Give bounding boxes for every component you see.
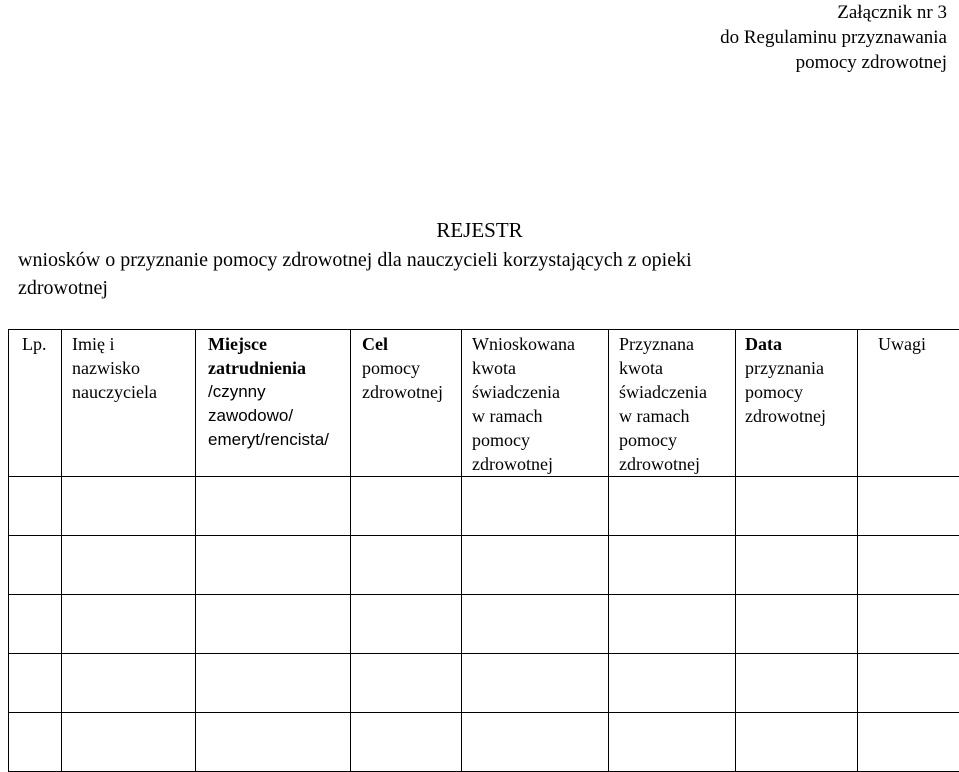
table-cell: [609, 713, 736, 772]
header-grant-date: [736, 330, 858, 477]
header-line: zdrowotnej: [619, 452, 735, 476]
table-cell: [62, 477, 196, 536]
table-cell: [62, 595, 196, 654]
table-cell: [462, 477, 609, 536]
table-cell: [736, 654, 858, 713]
table-cell: [351, 595, 462, 654]
table-cell: [462, 536, 609, 595]
header-line: nauczyciela: [72, 380, 195, 404]
table-cell: [351, 477, 462, 536]
table-cell: [609, 536, 736, 595]
table-cell: [9, 595, 62, 654]
table-row: [9, 654, 959, 713]
subtitle-line: zdrowotnej: [18, 277, 108, 299]
table-cell: [62, 654, 196, 713]
header-line: zdrowotnej: [472, 452, 608, 476]
table-row: [9, 595, 959, 654]
table-cell: [609, 477, 736, 536]
table-cell: [9, 713, 62, 772]
attachment-note: [720, 0, 947, 75]
header-line: Lp.: [22, 332, 61, 356]
table-row: [9, 536, 959, 595]
table-cell: [9, 654, 62, 713]
header-line: emeryt/rencista/: [208, 428, 350, 452]
table-cell: [736, 536, 858, 595]
table-cell: [858, 477, 959, 536]
attachment-line: pomocy zdrowotnej: [720, 50, 947, 75]
table-cell: [462, 713, 609, 772]
table-cell: [736, 595, 858, 654]
header-line: pomocy: [619, 428, 735, 452]
header-requested-amount: [462, 330, 609, 477]
table-cell: [858, 654, 959, 713]
header-line: Data: [745, 332, 857, 356]
header-line: pomocy: [362, 356, 461, 380]
subtitle-line: wniosków o przyznanie pomocy zdrowotnej dla nauczycieli korzystających z opieki: [18, 249, 692, 271]
table-cell: [351, 536, 462, 595]
header-line: Miejsce: [208, 332, 350, 356]
register-table: [8, 329, 959, 772]
table-cell: [196, 536, 351, 595]
table-cell: [196, 654, 351, 713]
header-line: zdrowotnej: [745, 404, 857, 428]
table-cell: [858, 713, 959, 772]
header-workplace: [196, 330, 351, 477]
table-cell: [9, 536, 62, 595]
table-cell: [736, 477, 858, 536]
attachment-line: Załącznik nr 3: [720, 0, 947, 25]
header-line: zatrudnienia: [208, 356, 350, 380]
header-line: Uwagi: [878, 332, 959, 356]
table-cell: [609, 654, 736, 713]
table-cell: [351, 654, 462, 713]
header-name: [62, 330, 196, 477]
attachment-line: do Regulaminu przyznawania: [720, 25, 947, 50]
table-cell: [462, 654, 609, 713]
table-cell: [858, 595, 959, 654]
header-line: Imię i: [72, 332, 195, 356]
header-line: nazwisko: [72, 356, 195, 380]
header-notes: [858, 330, 959, 477]
table-cell: [62, 713, 196, 772]
header-granted-amount: [609, 330, 736, 477]
table-cell: [196, 713, 351, 772]
table-row: [9, 477, 959, 536]
header-line: w ramach: [619, 404, 735, 428]
table-row: [9, 713, 959, 772]
table-cell: [609, 595, 736, 654]
header-row: [9, 330, 959, 477]
document-title: REJESTR: [0, 218, 959, 242]
table-cell: [351, 713, 462, 772]
header-line: pomocy: [472, 428, 608, 452]
header-line: /czynny: [208, 380, 350, 404]
header-line: kwota: [619, 356, 735, 380]
header-line: świadczenia: [472, 380, 608, 404]
header-line: Cel: [362, 332, 461, 356]
table-cell: [196, 595, 351, 654]
header-line: zdrowotnej: [362, 380, 461, 404]
document-subtitle: [18, 246, 918, 302]
header-line: w ramach: [472, 404, 608, 428]
header-line: świadczenia: [619, 380, 735, 404]
header-line: przyznania: [745, 356, 857, 380]
header-purpose: [351, 330, 462, 477]
table-cell: [736, 713, 858, 772]
header-lp: [9, 330, 62, 477]
header-line: pomocy: [745, 380, 857, 404]
header-line: Wnioskowana: [472, 332, 608, 356]
table-cell: [196, 477, 351, 536]
table-cell: [858, 536, 959, 595]
table-cell: [462, 595, 609, 654]
header-line: kwota: [472, 356, 608, 380]
table-cell: [62, 536, 196, 595]
table-cell: [9, 477, 62, 536]
header-line: zawodowo/: [208, 404, 350, 428]
header-line: Przyznana: [619, 332, 735, 356]
